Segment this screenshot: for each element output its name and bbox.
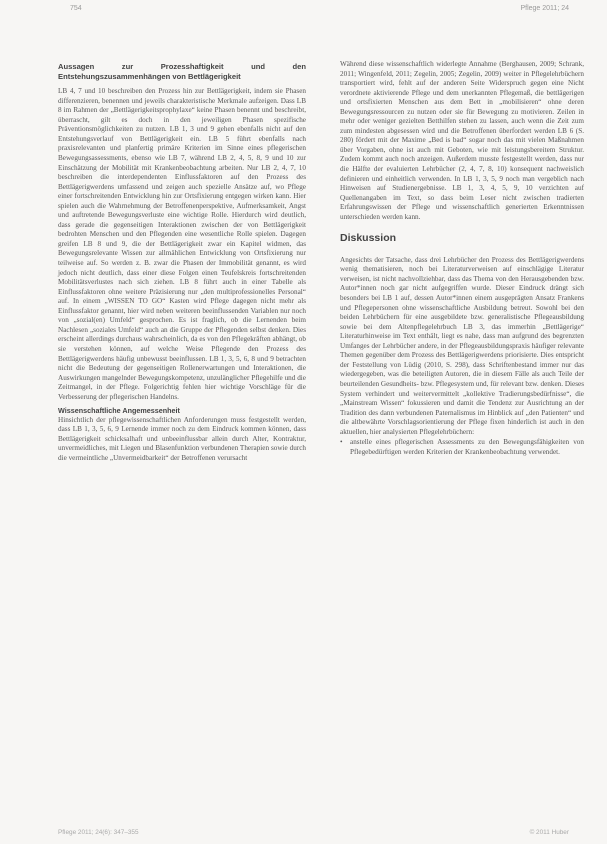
paragraph-discussion: Angesichts der Tatsache, dass drei Lehrbücher den Prozess des Bettlägerigwerdens wenig thematisieren, noch bei Literaturverweisen auf einschlägige Literatur verweisen, ist nicht nachvollziehbar, dass das Thema von den Herausgebenden bzw. Autor*innen noch gar nicht aufgegriffen wurde. Dieser Eindruck drängt sich besonders bei LB 1 auf, dessen Autor*innen einem ausgeprägten Ansatz Frankens und Pflegepersonen ohne wissenschaftliche Ausbildung betreut. Sowohl bei den beiden Lehrbüchern für eine ausgebildete bzw. generalistische Pflegeausbildung sowie bei dem Altenpflegelehrbuch LB 3, das immerhin „Bettlägerige“ Literaturhinweise im Text enthält, liegt es nahe, dass man aufgrund des begrenzten Umfanges der Lehrbücher andere, in der Pflegeausbildungspraxis häufiger relevante Themen gegenüber dem Prozess des Bettlägerigwerdens priorisierte. Dies entspricht der Feststellung von Lüdig (2010, S. 298), dass Schriftenbestand immer nur das wiedergegeben, was die beteiligten Autoren, die in diesem Fälle als auch Teile der beurteilenden Gesundheits- bzw. Pflegesystem und, für relevant bzw. denken. Dieses System verhindert und weitervermittelt „kollektive Tradierungsbedürfnisse“, die „Mainstream Wissen“ fokussieren und damit die Tendenz zur Ausrichtung an der Tradition des dann verbundenen Paternalismus im Hinblick auf „den Patienten“ und die altbewährte Vorschlagsorientierung der Pflege fixen hinderlich ist auch in den aktuellen, hier analysierten Pflegelehrbüchern: [340, 255, 584, 436]
bullet-text: anstelle eines pflegerischen Assessments zu den Bewegungsfähigkeiten von Pflegebedürftigen werden Kriterien der Krankenbeobachtung verwendet. [350, 438, 584, 456]
bullet-marker: • [340, 438, 343, 447]
paragraph-continued: Während diese wissenschaftlich widerlegte Annahme (Berghausen, 2009; Schrank, 2011; Wingenfeld, 2011; Zegelin, 2005; Zegelin, 2009) weiter in Pflegelehrbüchern transportiert wird, fehlt auf der anderen Seite Widerspruch gegen eine Nicht verordnete aktivierende Pflege und dem unerkannten Pflegemaß, die bettlägerigen und ortsfixierten Menschen aus dem Bett in „mobilisieren“ ohne deren Bewegungsressourcen zu nutzen oder sie für Bewegung zu motivieren. Zeilen in mehr oder weniger gezielten Betthilfen stehen zu lassen, auch wenn die Zeit zum zum mindesten abgesessen wird und die Betroffenen überfordert werden LB 6 (S. 280) fördert mit der Maxime „Bed is bad“ sogar noch das mit vielen Maßnahmen über Vorgaben, ohne ist auch mit Geboten, wie mit leistungsbereitem Struktur. Zudem kommt auch noch anzeigen. Außerdem musste festgestellt werden, dass nur die Hälfte der evaluierten Lehrbücher (2, 4, 7, 8, 10) konsequent nachweislich definieren und einheitlich verwenden. In LB 1, 3, 5, 9 noch man vergeblich nach Hinweisen auf Studienergebnisse. LB 1, 3, 4, 5, 9, 10 verzichten auf Quellenangaben im Text, so dass beim Leser nicht zwischen tradierten Erfahrungswissen der Pflege und wissenschaftlich generierten Erkenntnissen unterschieden werden kann. [340, 60, 584, 221]
bullet-item [340, 438, 584, 457]
running-header: Pflege 2011; 24 [520, 5, 569, 12]
subheading-scientific: Wissenschaftliche Angemessenheit [58, 406, 180, 416]
section-heading-discussion: Diskussion [340, 232, 397, 245]
section-heading-process: Aussagen zur Prozesshaftigkeit und den Entstehungszusammenhängen von Bettlägerigkeit [58, 62, 306, 81]
paragraph-process: LB 4, 7 und 10 beschreiben den Prozess hin zur Bettlägerigkeit, indem sie Phasen differenzieren, benennen und jeweils charakteristische Merkmale aufzeigen. Dass LB 8 im Rahmen der „Bettlägerigkeitsprophylaxe“ keine Phasen benennt und beschreibt, überrascht, gilt es doch in den jeweiligen Phasen spezifische Präventionsmöglichkeiten zu nutzen. LB 1, 3 und 9 gehen ebenfalls nicht auf den Entstehungsverlauf von Bettlägerigkeit ein. LB 5 führt ebenfalls nach praxisrelevanten und planfertig primäre Kriterien im Sinne eines pflegerischen Bewegungsassessments, ebenso wie LB 7, während LB 2, 4, 5, 8, 9 und 10 zur Einschätzung der Mobilität mit Krankenbeobachtung arbeiten. Nur LB 2, 4, 7, 10 beschreiben die interdependenten Einflussfaktoren auf den Prozess des Bettlägerigwerdens umfassend und zeigen auch spezielle Ansätze auf, wo Pflege einer fortschreitenden Entwicklung hin zur Ortsfixierung entgegen wirken kann. Hier spielen auch die Wahrnehmung der Betroffenenperspektive, Aufmerksamkeit, Angst und auftretende Bewegungsverluste eine wichtige Rolle. Hierdurch wird deutlich, dass gerade die gegenseitigen Interaktionen zwischen der von Bettlägerigkeit bedrohten Menschen und den Pflegenden eine wesentliche Rolle spielen. Dagegen greifen LB 8 und 9, die der Bettlägerigkeit zwar ein Kapitel widmen, das Bewegungsrelevante Wissen zur allmählichen Entwicklung von Ortsfixierung nur teilweise auf. So werden z. B. zwar die Phasen der Immobilität genannt, es wird jedoch nicht deutlich, dass einer diese Folgen einen Teufelskreis fortschreitenden Mobilitätsverlustes nach sich ziehen. LB 8 führt auch in einer Tabelle als Einflussfaktoren ohne weitere Präzisierung nur „den multiprofessionelles Personal“ auf. In einem „WISSEN TO GO“ Kasten wird Pflege dagegen nicht mehr als Einflussfaktor genannt, hier wird neben weiteren beeinflussenden Variablen nur noch von „sozial(en) Umfeld“ gesprochen. Es ist fraglich, ob die Lernenden beim Nachlesen „soziales Umfeld“ auch an die Gruppe der Pflegenden selbst denken. Dies erscheint allerdings durchaus wahrscheinlich, da es von den Pflegekräften abhängt, ob sie verstehen können, auf welche Weise Pflegende den Prozess des Bettlägerigwerdens häufig unbewusst beeinflussen. LB 1, 3, 5, 6, 8 und 9 betrachten nicht die Bedeutung der gegenseitigen Rollenerwartungen und Interaktionen, die Auswirkungen mangelnder Bewegungskompetenz, unzulänglicher Pflegehilfe und die Zeitmangel, in der Pflege. Folgerichtig fehlen hier wichtige Vorschläge für die Verbesserung der pflegerischen Handelns. [58, 87, 306, 401]
left-column [58, 62, 306, 464]
paragraph-scientific: Hinsichtlich der pflegewissenschaftlichen Anforderungen muss festgestellt werden, dass LB 1, 3, 5, 6, 9 Lernende immer noch zu dem Eindruck kommen können, dass Bettlägerigkeit schicksalhaft und unbeeinflussbar allein durch Alter, Kontraktur, unvermeidliches, mit Liegen und Blasenfunktion verbundenen Therapien sowie durch die vermeintliche „Unvermeidbarkeit“ der Betroffenen verursacht [58, 415, 306, 462]
footer-citation: Pflege 2011; 24(6): 347–355 [58, 829, 139, 836]
right-column [340, 60, 584, 457]
footer-publisher: © 2011 Huber [529, 829, 569, 836]
page-number: 754 [70, 5, 82, 12]
